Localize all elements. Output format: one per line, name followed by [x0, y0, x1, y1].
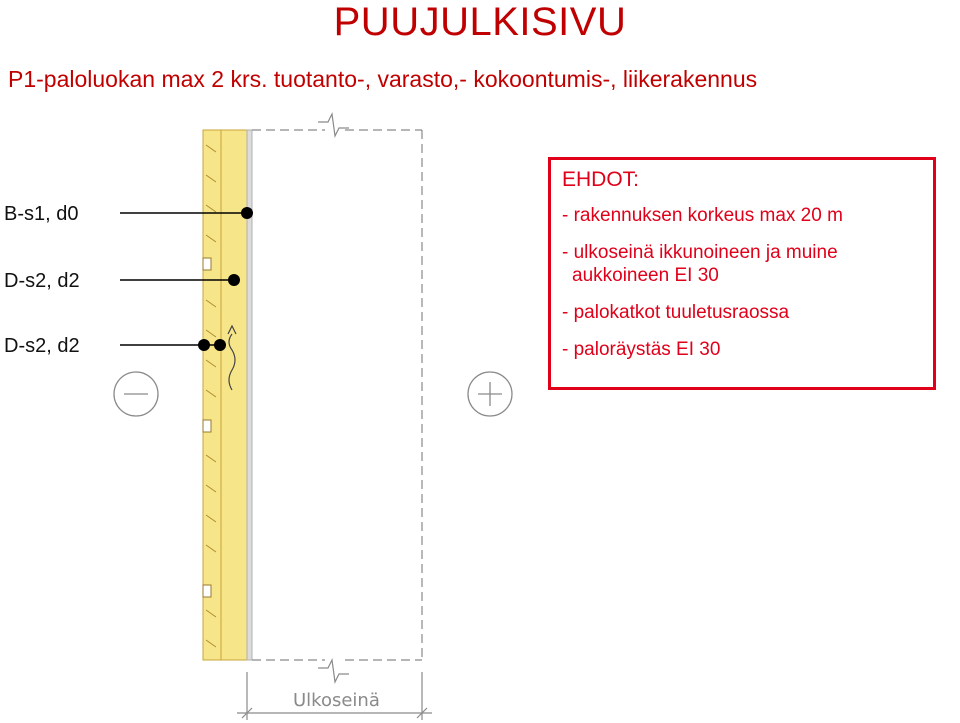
wall-outline — [252, 130, 422, 660]
break-symbol-bottom — [318, 660, 349, 682]
conditions-list — [562, 204, 923, 361]
condition-item: - palokatkot tuuletusraossa — [562, 302, 790, 323]
condition-item: - rakennuksen korkeus max 20 m — [562, 205, 843, 226]
layer-label-ventilation: D-s2, d2 — [4, 335, 80, 357]
break-symbol-top — [318, 114, 349, 136]
conditions-box — [548, 157, 936, 390]
page-title: PUUJULKISIVU — [333, 0, 627, 44]
layer-label-batten: D-s2, d2 — [4, 270, 80, 292]
minus-circle-icon — [114, 372, 158, 416]
page-subtitle: P1-paloluokan max 2 krs. tuotanto-, varasto,- kokoontumis-, liikerakennus — [8, 66, 758, 92]
condition-item: - paloräystäs EI 30 — [562, 339, 721, 360]
condition-item: - ulkoseinä ikkunoineen ja muine aukkoineen EI 30 — [562, 242, 838, 286]
plus-circle-icon — [468, 372, 512, 416]
layer-label-cladding: B-s1, d0 — [4, 203, 79, 225]
conditions-heading: EHDOT: — [562, 168, 640, 191]
dimension-label: Ulkoseinä — [293, 690, 380, 711]
